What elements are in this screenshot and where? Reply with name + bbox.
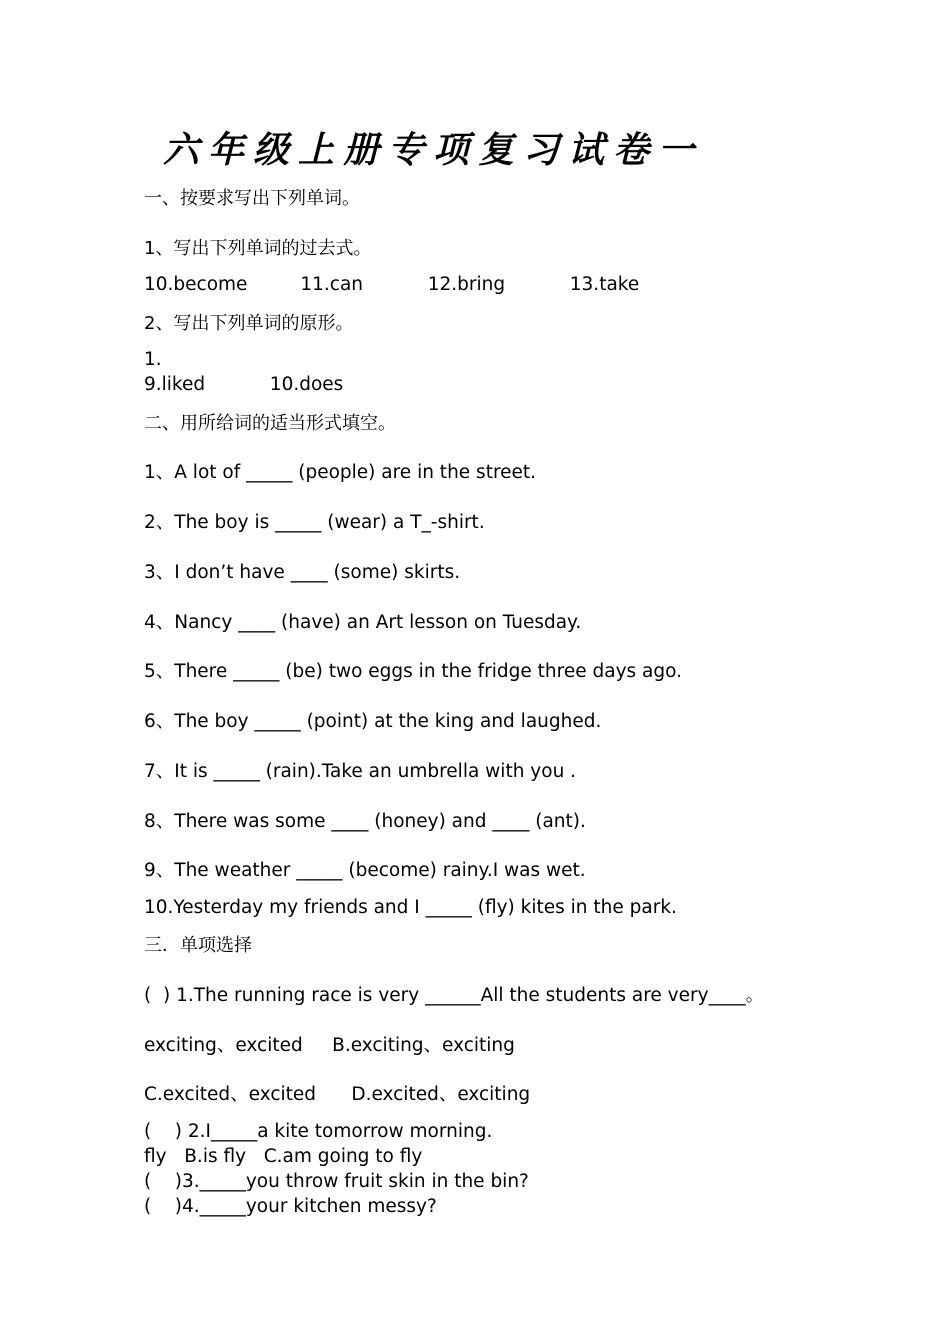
section-1-question-2: 2、写出下列单词的原形。: [144, 313, 354, 334]
fill-blank-item: 3、I don’t have ____ (some) skirts.: [144, 562, 461, 583]
base-form-number: 1.: [144, 349, 162, 370]
fill-blank-item: 2、The boy is _____ (wear) a T_-shirt.: [144, 512, 485, 533]
choice-options-cd: C.excited、excited D.excited、exciting: [144, 1084, 531, 1105]
choice-question-3: ( )3._____you throw fruit skin in the bin?: [144, 1171, 529, 1192]
fill-blank-item: 5、There _____ (be) two eggs in the fridge three days ago.: [144, 661, 682, 682]
fill-blank-item: 8、There was some ____ (honey) and ____ (ant).: [144, 811, 586, 832]
fill-blank-item: 4、Nancy ____ (have) an Art lesson on Tuesday.: [144, 612, 582, 633]
choice-question-2: ( ) 2.I_____a kite tomorrow morning.: [144, 1121, 493, 1142]
choice-question-1: ( ) 1.The running race is very ______All the students are very____。: [144, 985, 765, 1006]
section-2-heading: 二、用所给词的适当形式填空。: [144, 413, 396, 434]
choice-question-4: ( )4._____your kitchen messy?: [144, 1196, 437, 1217]
section-3-heading: 三．单项选择: [144, 935, 252, 956]
page-title: 六年级上册专项复习试卷一: [162, 129, 703, 171]
past-tense-words: 10.become 11.can 12.bring 13.take: [144, 274, 640, 295]
choice-options-q2: fly B.is fly C.am going to fly: [144, 1146, 423, 1167]
fill-blank-item: 10.Yesterday my friends and I _____ (fly) kites in the park.: [144, 897, 677, 918]
choice-options-ab: exciting、excited B.exciting、exciting: [144, 1035, 515, 1056]
section-1-heading: 一、按要求写出下列单词。: [144, 188, 360, 209]
fill-blank-item: 7、It is _____ (rain).Take an umbrella with you .: [144, 761, 577, 782]
fill-blank-item: 1、A lot of _____ (people) are in the street.: [144, 462, 537, 483]
base-form-words: 9.liked 10.does: [144, 374, 344, 395]
fill-blank-item: 9、The weather _____ (become) rainy.I was wet.: [144, 860, 586, 881]
section-1-question-1: 1、写出下列单词的过去式。: [144, 238, 372, 259]
fill-blank-item: 6、The boy _____ (point) at the king and laughed.: [144, 711, 602, 732]
